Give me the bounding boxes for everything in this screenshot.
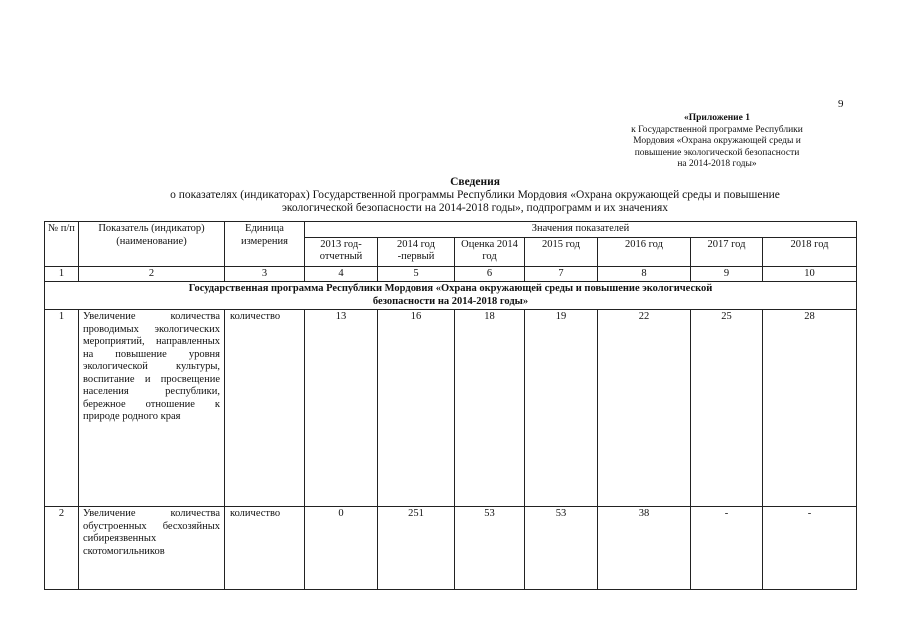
header-num: № п/п xyxy=(45,222,79,267)
header-year: 2017 год xyxy=(691,237,763,266)
row-indicator: Увеличение количества обустроенных бесхозяйных сибиреязвенных скотомогильников xyxy=(79,507,225,590)
col-number: 3 xyxy=(225,266,305,282)
col-number: 5 xyxy=(378,266,455,282)
row-value: 38 xyxy=(598,507,691,590)
header-unit: Единица измерения xyxy=(225,222,305,267)
header-year: 2015 год xyxy=(525,237,598,266)
row-indicator: Увеличение количества проводимых экологических мероприятий, направленных на повышение уровня экологической культуры, воспитание и просвещение населения республики, бережное отношение к природе родного края xyxy=(79,310,225,507)
col-number: 10 xyxy=(763,266,857,282)
row-unit: количество xyxy=(225,507,305,590)
row-value: 251 xyxy=(378,507,455,590)
appendix-line: к Государственной программе Республики xyxy=(631,124,803,135)
row-value: 18 xyxy=(455,310,525,507)
row-num: 1 xyxy=(45,310,79,507)
document-heading xyxy=(40,176,905,215)
appendix-line: повышение экологической безопасности xyxy=(634,147,800,158)
row-value: 53 xyxy=(455,507,525,590)
row-value: 19 xyxy=(525,310,598,507)
row-num: 2 xyxy=(45,507,79,590)
page-number: 9 xyxy=(838,98,844,110)
header-indicator: Показатель (индикатор) (наименование) xyxy=(79,222,225,267)
row-value: 22 xyxy=(598,310,691,507)
row-value: 28 xyxy=(763,310,857,507)
appendix-line: Мордовия «Охрана окружающей среды и xyxy=(633,136,801,146)
col-number: 6 xyxy=(455,266,525,282)
col-number: 7 xyxy=(525,266,598,282)
heading-line: экологической безопасности на 2014-2018 годы», подпрограмм и их значениях xyxy=(281,202,669,214)
row-value: 0 xyxy=(305,507,378,590)
appendix-line: на 2014-2018 годы» xyxy=(677,159,757,169)
col-number: 4 xyxy=(305,266,378,282)
heading-line: о показателях (индикаторах) Государственной программы Республики Мордовия «Охрана окружающей среды и повышение xyxy=(170,189,780,201)
header-year: 2018 год xyxy=(763,237,857,266)
section-title: Государственная программа Республики Мордовия «Охрана окружающей среды и повышение экологической безопасности на 2014-2018 годы» xyxy=(45,282,857,310)
heading-title: Сведения xyxy=(450,176,500,188)
col-number: 2 xyxy=(79,266,225,282)
header-year: 2013 год-отчетный xyxy=(305,237,378,266)
header-year: 2014 год -первый xyxy=(378,237,455,266)
header-values: Значения показателей xyxy=(305,222,857,238)
indicators-table xyxy=(44,221,857,590)
appendix-title: «Приложение 1 xyxy=(683,113,750,123)
col-number: 9 xyxy=(691,266,763,282)
header-year: 2016 год xyxy=(598,237,691,266)
row-value: - xyxy=(763,507,857,590)
row-value: - xyxy=(691,507,763,590)
row-value: 25 xyxy=(691,310,763,507)
row-value: 16 xyxy=(378,310,455,507)
appendix-block xyxy=(597,113,837,171)
row-value: 53 xyxy=(525,507,598,590)
header-year: Оценка 2014 год xyxy=(455,237,525,266)
row-value: 13 xyxy=(305,310,378,507)
row-unit: количество xyxy=(225,310,305,507)
col-number: 8 xyxy=(598,266,691,282)
col-number: 1 xyxy=(45,266,79,282)
